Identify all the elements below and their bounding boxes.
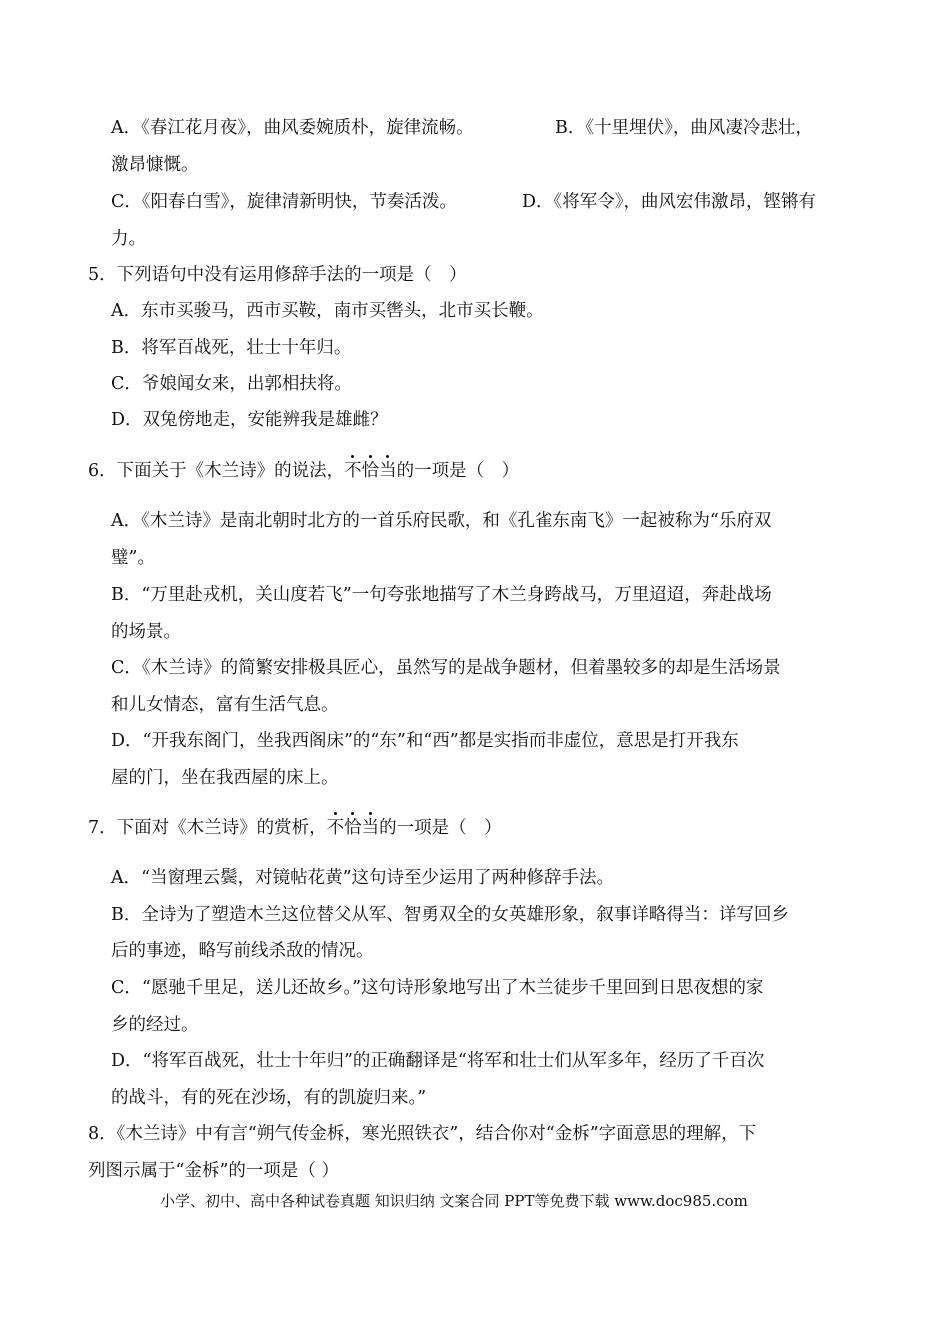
q6-option-b-line2: 的场景。 bbox=[111, 622, 181, 642]
q5-option-c: C．爷娘闻女来，出郭相扶将。 bbox=[111, 374, 352, 394]
q6-option-b-line1: B．“万里赴戎机，关山度若飞”一句夸张地描写了木兰身跨战马，万里迢迢，奔赴战场 bbox=[111, 585, 772, 605]
emphasis-dot-char: 恰 bbox=[344, 818, 362, 838]
q7-option-d-line2: 的战斗，有的死在沙场，有的凯旋归来。” bbox=[111, 1088, 427, 1108]
q6-stem-post: 的一项是（ ） bbox=[396, 461, 520, 481]
q6-option-c-line1: C．《木兰诗》的简繁安排极具匠心，虽然写的是战争题材，但着墨较多的却是生活场景 bbox=[111, 658, 781, 678]
emphasis-dot-char: 不 bbox=[344, 461, 362, 481]
q5-option-b: B．将军百战死，壮士十年归。 bbox=[111, 338, 352, 358]
emphasis-dot-char: 不 bbox=[326, 818, 345, 838]
q4-option-d-continued: 力。 bbox=[111, 229, 146, 249]
emphasis-dot-char: 当 bbox=[379, 461, 397, 481]
q6-option-d-line2: 屋的门，坐在我西屋的床上。 bbox=[111, 768, 339, 788]
q7-option-c-line2: 乡的经过。 bbox=[111, 1015, 199, 1035]
q4-option-b: B．《十里埋伏》，曲风凄冷悲壮， bbox=[555, 118, 813, 138]
q5-option-a: A．东市买骏马，西市买鞍，南市买辔头，北市买长鞭。 bbox=[111, 301, 544, 321]
q5-option-d: D．双兔傍地走，安能辨我是雄雌？ bbox=[111, 410, 388, 430]
q8-stem-line2: 列图示属于“金柝”的一项是（ ） bbox=[88, 1161, 339, 1181]
q7-stem bbox=[88, 816, 502, 840]
page-footer: 小学、初中、高中各种试卷真题 知识归纳 文案合同 PPT等免费下载 www.doc985.com bbox=[160, 1192, 748, 1210]
q6-stem-pre: 6．下面关于《木兰诗》的说法， bbox=[88, 461, 345, 481]
q7-stem-post: 的一项是（ ） bbox=[379, 818, 502, 838]
emphasis-dot-char: 恰 bbox=[361, 461, 380, 481]
q6-stem bbox=[88, 459, 519, 483]
q6-option-c-line2: 和儿女情态，富有生活气息。 bbox=[111, 695, 339, 715]
q7-stem-pre: 7．下面对《木兰诗》的赏析， bbox=[88, 818, 327, 838]
q4-option-b-continued: 激昂慷慨。 bbox=[111, 155, 199, 175]
q4-option-a: A．《春江花月夜》，曲风委婉质朴，旋律流畅。 bbox=[111, 118, 474, 138]
q7-option-b-line2: 后的事迹，略写前线杀敌的情况。 bbox=[111, 941, 374, 961]
q7-option-a: A．“当窗理云鬓，对镜帖花黄”这句诗至少运用了两种修辞手法。 bbox=[111, 868, 615, 888]
q4-option-c: C．《阳春白雪》，旋律清新明快，节奏活泼。 bbox=[111, 192, 457, 212]
q6-option-a-line1: A．《木兰诗》是南北朝时北方的一首乐府民歌，和《孔雀东南飞》一起被称为“乐府双 bbox=[111, 511, 772, 531]
q6-option-d-line1: D．“开我东阁门，坐我西阁床”的“东”和“西”都是实指而非虚位，意思是打开我东 bbox=[111, 731, 739, 751]
q7-option-b-line1: B．全诗为了塑造木兰这位替父从军、智勇双全的女英雄形象，叙事详略得当：详写回乡 bbox=[111, 905, 789, 925]
q8-stem-line1: 8．《木兰诗》中有言“朔气传金柝，寒光照铁衣”，结合你对“金柝”字面意思的理解，下 bbox=[88, 1124, 757, 1144]
q7-option-c-line1: C．“愿驰千里足，送儿还故乡。”这句诗形象地写出了木兰徒步千里回到日思夜想的家 bbox=[111, 978, 764, 998]
q4-option-d: D．《将军令》，曲风宏伟激昂，铿锵有 bbox=[522, 192, 817, 212]
emphasis-dot-char: 当 bbox=[361, 818, 380, 838]
q5-stem: 5．下列语句中没有运用修辞手法的一项是（ ） bbox=[88, 265, 467, 285]
q6-option-a-line2: 璧”。 bbox=[111, 548, 155, 568]
q7-option-d-line1: D．“将军百战死，壮士十年归”的正确翻译是“将军和壮士们从军多年，经历了千百次 bbox=[111, 1051, 765, 1071]
